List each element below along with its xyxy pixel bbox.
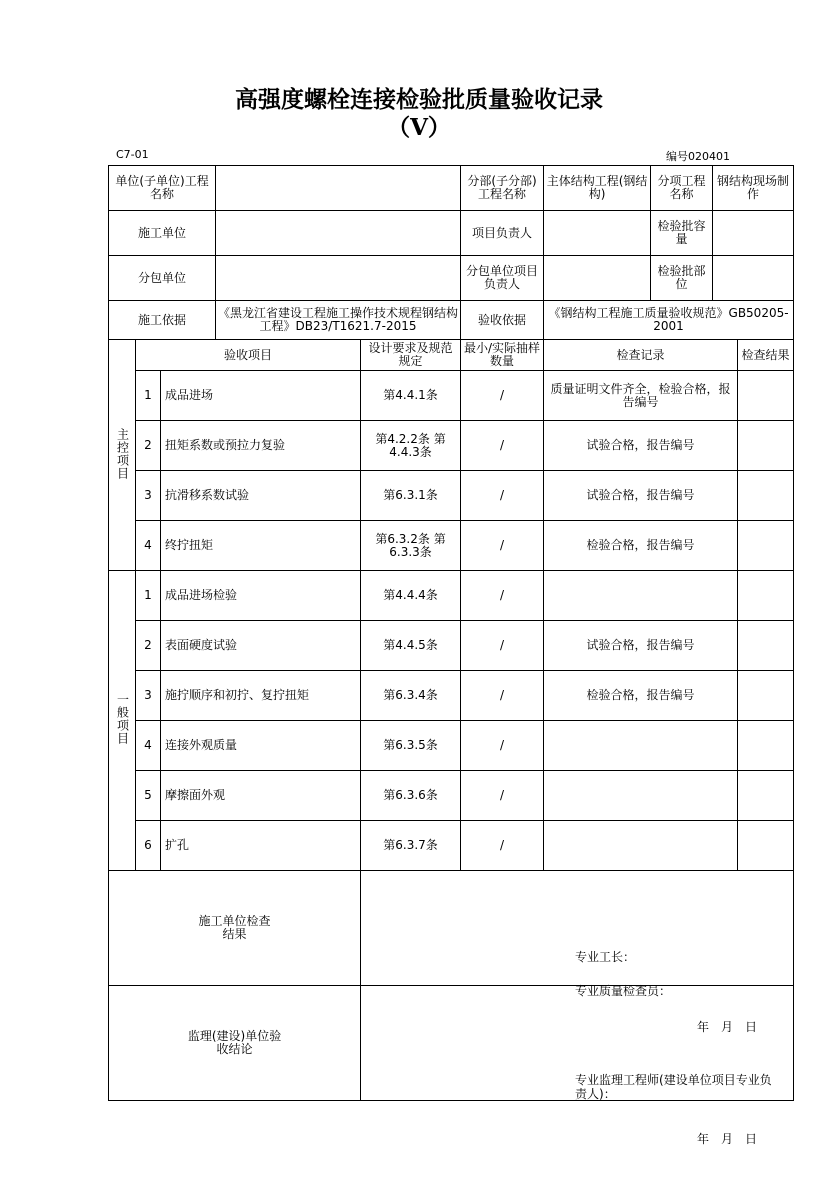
- construction-check-row: [109, 871, 794, 986]
- supervision-row: [109, 986, 794, 1101]
- batch-capacity-value[interactable]: [713, 211, 794, 256]
- item-name: 成品进场: [161, 371, 361, 421]
- item-clause: 第6.3.6条: [361, 771, 461, 821]
- item-sample[interactable]: /: [461, 571, 544, 621]
- item-clause: 第4.2.2条 第4.4.3条: [361, 421, 461, 471]
- item-name: 扭矩系数或预拉力复验: [161, 421, 361, 471]
- main-group-label: 主控项目: [109, 340, 136, 571]
- table-row: [109, 771, 794, 821]
- acceptance-basis-label: 验收依据: [461, 301, 544, 340]
- item-sample[interactable]: /: [461, 371, 544, 421]
- item-result[interactable]: [738, 471, 794, 521]
- form-subtitle: （Ⅴ）: [387, 114, 451, 141]
- item-sample[interactable]: /: [461, 721, 544, 771]
- unit-name-label: 单位(子单位)工程名称: [109, 166, 216, 211]
- table-row: [109, 721, 794, 771]
- info-row-3: [109, 256, 794, 301]
- item-record[interactable]: 试验合格，报告编号: [544, 421, 738, 471]
- form-code: C7-01: [116, 148, 149, 161]
- row-number: 5: [136, 771, 161, 821]
- serial-number: 编号020401: [666, 150, 730, 163]
- row-number: 4: [136, 721, 161, 771]
- sub-item-value[interactable]: 钢结构现场制作: [713, 166, 794, 211]
- column-header-row: [109, 340, 794, 371]
- item-result[interactable]: [738, 771, 794, 821]
- subdivision-value[interactable]: 主体结构工程(钢结构): [544, 166, 651, 211]
- supervising-engineer-label: 专业监理工程师(建设单位项目专业负责人)：: [575, 1073, 772, 1101]
- item-sample[interactable]: /: [461, 421, 544, 471]
- item-result[interactable]: [738, 621, 794, 671]
- acceptance-record-table: [108, 165, 794, 1146]
- item-clause: 第6.3.1条: [361, 471, 461, 521]
- item-record[interactable]: 试验合格，报告编号: [544, 621, 738, 671]
- item-sample[interactable]: /: [461, 671, 544, 721]
- inspector-label: 专业质量检查员：: [575, 984, 672, 998]
- project-manager-value[interactable]: [544, 211, 651, 256]
- table-row: [109, 371, 794, 421]
- subcontractor-label: 分包单位: [109, 256, 216, 301]
- item-record[interactable]: [544, 821, 738, 871]
- general-group-label: 一般项目: [109, 571, 136, 871]
- row-number: 3: [136, 671, 161, 721]
- item-clause: 第6.3.7条: [361, 821, 461, 871]
- item-sample[interactable]: /: [461, 621, 544, 671]
- item-sample[interactable]: /: [461, 771, 544, 821]
- row-number: 1: [136, 571, 161, 621]
- item-result[interactable]: [738, 371, 794, 421]
- sub-item-label: 分项工程名称: [651, 166, 713, 211]
- item-clause: 第6.3.5条: [361, 721, 461, 771]
- row-number: 2: [136, 421, 161, 471]
- basis-value: 《黑龙江省建设工程施工操作技术规程钢结构工程》DB23/T1621.7-2015: [216, 301, 461, 340]
- item-result[interactable]: [738, 821, 794, 871]
- info-row-2: [109, 211, 794, 256]
- item-result[interactable]: [738, 721, 794, 771]
- item-name: 连接外观质量: [161, 721, 361, 771]
- table-row: [109, 671, 794, 721]
- table-row: [109, 571, 794, 621]
- row-number: 6: [136, 821, 161, 871]
- unit-name-value[interactable]: [216, 166, 461, 211]
- construction-check-label: 施工单位检查结果: [109, 871, 361, 986]
- basis-label: 施工依据: [109, 301, 216, 340]
- row-number: 3: [136, 471, 161, 521]
- item-name: 扩孔: [161, 821, 361, 871]
- form-title: 高强度螺栓连接检验批质量验收记录: [235, 86, 603, 113]
- item-name: 终拧扭矩: [161, 521, 361, 571]
- col-item: 验收项目: [136, 340, 361, 371]
- item-result[interactable]: [738, 521, 794, 571]
- supervision-signature[interactable]: [361, 986, 794, 1146]
- item-clause: 第4.4.4条: [361, 571, 461, 621]
- item-record[interactable]: 质量证明文件齐全，检验合格，报告编号: [544, 371, 738, 421]
- info-row-4: [109, 301, 794, 340]
- item-clause: 第4.4.1条: [361, 371, 461, 421]
- item-name: 抗滑移系数试验: [161, 471, 361, 521]
- col-requirement: 设计要求及规范规定: [361, 340, 461, 371]
- supervision-label: 监理(建设)单位验收结论: [109, 986, 361, 1101]
- construction-unit-value[interactable]: [216, 211, 461, 256]
- item-sample[interactable]: /: [461, 821, 544, 871]
- acceptance-basis-value: 《钢结构工程施工质量验收规范》GB50205-2001: [544, 301, 794, 340]
- item-clause: 第6.3.2条 第6.3.3条: [361, 521, 461, 571]
- sub-manager-label: 分包单位项目负责人: [461, 256, 544, 301]
- subcontractor-value[interactable]: [216, 256, 461, 301]
- table-row: [109, 521, 794, 571]
- item-name: 成品进场检验: [161, 571, 361, 621]
- project-manager-label: 项目负责人: [461, 211, 544, 256]
- item-record[interactable]: 检验合格，报告编号: [544, 521, 738, 571]
- batch-capacity-label: 检验批容量: [651, 211, 713, 256]
- construction-date: 年 月 日: [697, 1020, 758, 1034]
- table-row: [109, 421, 794, 471]
- foreman-label: 专业工长：: [575, 950, 636, 964]
- construction-unit-label: 施工单位: [109, 211, 216, 256]
- item-record[interactable]: 检验合格，报告编号: [544, 671, 738, 721]
- item-sample[interactable]: /: [461, 471, 544, 521]
- batch-location-value[interactable]: [713, 256, 794, 301]
- item-record[interactable]: [544, 721, 738, 771]
- info-row-1: [109, 166, 794, 211]
- subdivision-label: 分部(子分部)工程名称: [461, 166, 544, 211]
- row-number: 1: [136, 371, 161, 421]
- item-name: 施拧顺序和初拧、复拧扭矩: [161, 671, 361, 721]
- item-record[interactable]: [544, 571, 738, 621]
- row-number: 2: [136, 621, 161, 671]
- table-row: [109, 471, 794, 521]
- sub-manager-value[interactable]: [544, 256, 651, 301]
- item-record[interactable]: 试验合格，报告编号: [544, 471, 738, 521]
- item-name: 表面硬度试验: [161, 621, 361, 671]
- row-number: 4: [136, 521, 161, 571]
- item-record[interactable]: [544, 771, 738, 821]
- item-clause: 第6.3.4条: [361, 671, 461, 721]
- supervision-date: 年 月 日: [697, 1132, 758, 1146]
- table-row: [109, 821, 794, 871]
- construction-check-signature[interactable]: [361, 871, 794, 1034]
- item-clause: 第4.4.5条: [361, 621, 461, 671]
- item-result[interactable]: [738, 571, 794, 621]
- item-result[interactable]: [738, 421, 794, 471]
- item-sample[interactable]: /: [461, 521, 544, 571]
- item-name: 摩擦面外观: [161, 771, 361, 821]
- item-result[interactable]: [738, 671, 794, 721]
- col-sample: 最小/实际抽样数量: [461, 340, 544, 371]
- table-row: [109, 621, 794, 671]
- col-result: 检查结果: [738, 340, 794, 371]
- col-record: 检查记录: [544, 340, 738, 371]
- batch-location-label: 检验批部位: [651, 256, 713, 301]
